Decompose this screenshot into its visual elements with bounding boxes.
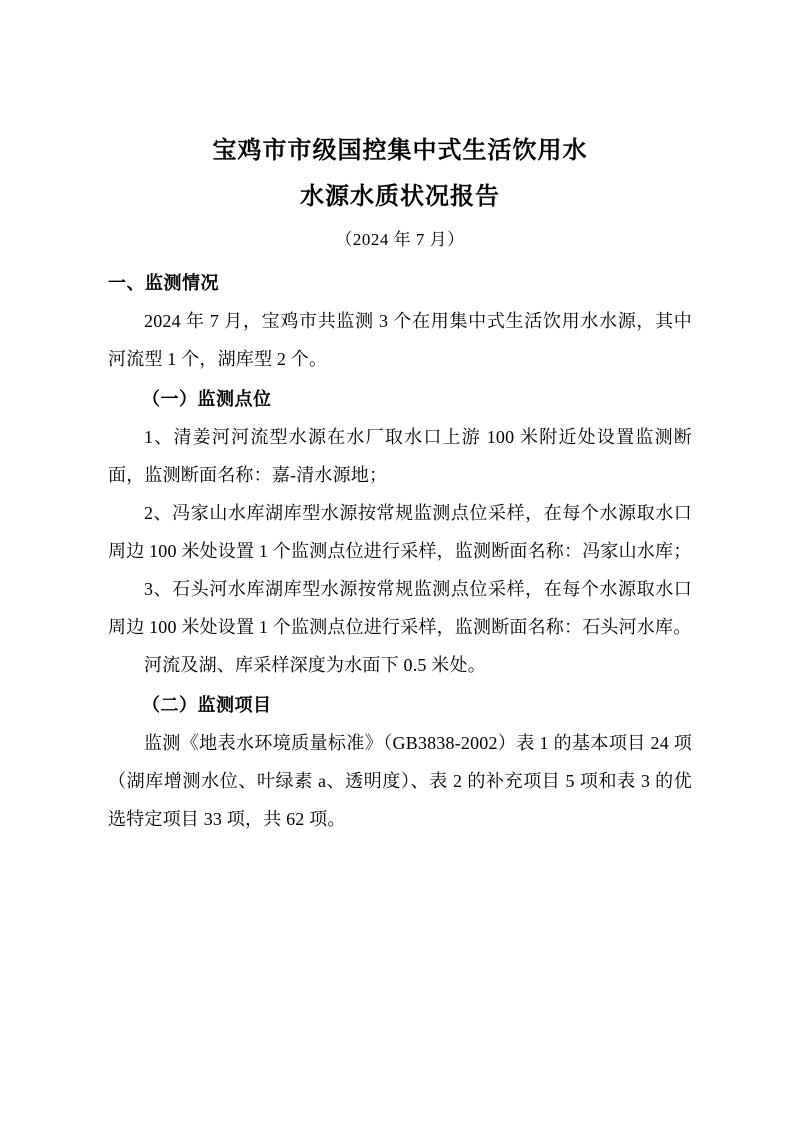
sub-heading-monitoring-items: （二）监测项目 (142, 695, 272, 715)
sub-heading-monitoring-points: （一）监测点位 (142, 389, 272, 409)
paragraph-point-3: 3、石头河水库湖库型水源按常规监测点位采样，在每个水源取水口周边 100 米处设置 1 个监测点位进行采样，监测断面名称：石头河水库。 (108, 579, 692, 637)
paragraph-point-1: 1、清姜河河流型水源在水厂取水口上游 100 米附近处设置监测断面，监测断面名称：嘉-清水源地； (108, 427, 692, 485)
section-heading-monitoring-overview: 一、监测情况 (108, 273, 219, 293)
paragraph-sampling-depth: 河流及湖、库采样深度为水面下 0.5 米处。 (144, 655, 486, 675)
paragraph-monitoring-items: 监测《地表水环境质量标准》（GB3838-2002）表 1 的基本项目 24 项（湖库增测水位、叶绿素 a、透明度）、表 2 的补充项目 5 项和表 3 的优选特定项目 33 项，共 62 项。 (108, 733, 692, 829)
paragraph-monitoring-overview: 2024 年 7 月，宝鸡市共监测 3 个在用集中式生活饮用水水源，其中河流型 1 个，湖库型 2 个。 (108, 311, 692, 369)
page-title-line1: 宝鸡市市级国控集中式生活饮用水 (212, 138, 588, 164)
page-title-line2: 水源水质状况报告 (300, 184, 500, 210)
page-subtitle: （2024 年 7 月） (335, 230, 465, 249)
paragraph-point-2: 2、冯家山水库湖库型水源按常规监测点位采样，在每个水源取水口周边 100 米处设置 1 个监测点位进行采样，监测断面名称：冯家山水库； (108, 503, 692, 561)
